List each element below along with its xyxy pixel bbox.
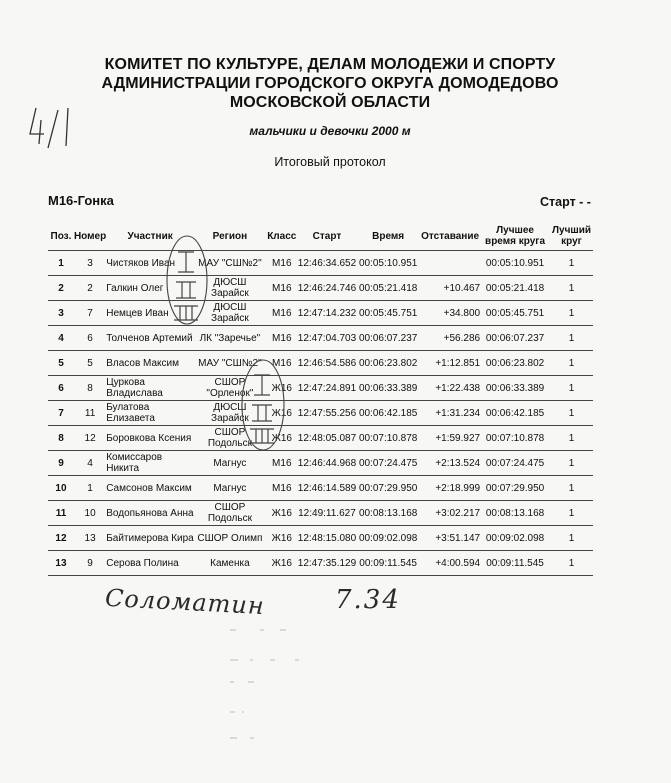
- cell-best-lap: 1: [568, 257, 575, 269]
- table-row: [48, 476, 593, 501]
- cell-best-lap: 1: [568, 282, 575, 294]
- race-start: Старт - -: [540, 195, 591, 209]
- cell-time: 00:06:23.802: [358, 357, 418, 369]
- table-header-row: [48, 222, 593, 251]
- cell-gap: +10.467: [443, 282, 481, 294]
- cell-gap: [420, 251, 480, 276]
- cell-region: Магнус: [213, 482, 247, 494]
- cell-number: 10: [84, 507, 96, 519]
- cell-region: СШОР "Орленок": [206, 377, 254, 399]
- cell-start: 12:46:34.652: [297, 257, 357, 269]
- cell-best-lap: 1: [568, 532, 575, 544]
- table-row: [48, 551, 593, 576]
- cell-participant: Толченов Артемий: [106, 332, 193, 344]
- cell-best-lap-time: 00:05:10.951: [485, 257, 545, 269]
- cell-time: 00:06:07.237: [358, 332, 418, 344]
- cell-start: 12:46:24.746: [297, 282, 357, 294]
- cell-position: 11: [55, 507, 67, 519]
- cell-position: 4: [58, 332, 64, 344]
- cell-region: ЛК "Заречье": [199, 332, 261, 344]
- cell-number: 2: [87, 282, 93, 294]
- cell-position: 2: [58, 282, 64, 294]
- cell-participant: Немцев Иван: [106, 307, 169, 319]
- cell-time: 00:09:02.098: [358, 532, 418, 544]
- cell-best-lap: 1: [568, 307, 575, 319]
- cell-number: 13: [84, 532, 96, 544]
- cell-start: 12:47:55.256: [297, 407, 357, 419]
- cell-best-lap: 1: [568, 432, 575, 444]
- cell-participant: Водопьянова Анна: [106, 507, 194, 519]
- cell-best-lap: 1: [568, 482, 575, 494]
- table-row: [48, 276, 593, 301]
- cell-best-lap-time: 00:06:07.237: [485, 332, 545, 344]
- header-line-2: АДМИНИСТРАЦИИ ГОРОДСКОГО ОКРУГА ДОМОДЕДОВО: [101, 75, 559, 92]
- table-row: [48, 376, 593, 401]
- header-line-1: КОМИТЕТ ПО КУЛЬТУРЕ, ДЕЛАМ МОЛОДЕЖИ И СПОРТУ: [104, 56, 556, 73]
- column-header: Регион: [212, 230, 248, 242]
- cell-start: 12:47:04.703: [297, 332, 357, 344]
- cell-best-lap-time: 00:09:11.545: [486, 557, 544, 569]
- cell-class: М16: [272, 457, 292, 469]
- cell-best-lap: 1: [568, 357, 575, 369]
- cell-region: СШОР Подольск: [207, 502, 252, 524]
- cell-number: 4: [87, 457, 93, 469]
- cell-gap: +4:00.594: [435, 557, 481, 569]
- cell-position: 9: [58, 457, 64, 469]
- cell-start: 12:47:14.232: [297, 307, 357, 319]
- cell-time: 00:07:24.475: [358, 457, 418, 469]
- cell-time: 00:07:29.950: [358, 482, 418, 494]
- table-row: [48, 401, 593, 426]
- cell-start: 12:46:14.589: [297, 482, 357, 494]
- cell-best-lap-time: 00:08:13.168: [485, 507, 545, 519]
- cell-number: 12: [84, 432, 96, 444]
- cell-time: 00:05:45.751: [358, 307, 418, 319]
- table-row: [48, 426, 593, 451]
- cell-class: М16: [272, 332, 292, 344]
- cell-best-lap-time: 00:06:23.802: [485, 357, 545, 369]
- cell-best-lap: 1: [568, 457, 575, 469]
- cell-number: 3: [87, 257, 93, 269]
- cell-start: 12:46:54.586: [297, 357, 357, 369]
- cell-class: Ж16: [271, 557, 292, 569]
- cell-best-lap: 1: [568, 382, 575, 394]
- table-row: [48, 326, 593, 351]
- table-row: [48, 301, 593, 326]
- cell-time: 00:06:42.185: [358, 407, 418, 419]
- cell-start: 12:47:35.129: [297, 557, 357, 569]
- cell-best-lap: 1: [568, 507, 575, 519]
- handwritten-time-note: 7.34: [335, 585, 401, 615]
- cell-class: Ж16: [271, 382, 292, 394]
- cell-number: 8: [87, 382, 93, 394]
- cell-number: 5: [87, 357, 93, 369]
- cell-region: ДЮСШ Зарайск: [211, 402, 249, 424]
- cell-best-lap-time: 00:06:42.185: [485, 407, 545, 419]
- organization-header: [60, 55, 600, 112]
- cell-participant: Комиссаров Никита: [106, 452, 163, 474]
- cell-region: ДЮСШ Зарайск: [211, 302, 249, 324]
- cell-number: 6: [87, 332, 93, 344]
- race-name: М16-Гонка: [48, 193, 114, 208]
- cell-best-lap-time: 00:07:29.950: [485, 482, 545, 494]
- cell-class: М16: [272, 357, 292, 369]
- cell-region: СШОР Олимп: [197, 532, 263, 544]
- cell-participant: Галкин Олег: [106, 282, 164, 294]
- cell-gap: +1:59.927: [435, 432, 481, 444]
- cell-class: Ж16: [271, 507, 292, 519]
- cell-position: 10: [55, 482, 67, 494]
- cell-start: 12:49:11.627: [298, 507, 356, 519]
- event-subtitle: мальчики и девочки 2000 м: [249, 124, 411, 138]
- cell-participant: Булатова Елизавета: [106, 402, 155, 424]
- cell-best-lap-time: 00:05:45.751: [485, 307, 545, 319]
- cell-position: 12: [55, 532, 67, 544]
- column-header: Поз.: [50, 230, 72, 242]
- cell-region: МАУ "СШ№2": [198, 257, 262, 269]
- cell-region: Магнус: [213, 457, 247, 469]
- table-row: [48, 501, 593, 526]
- cell-start: 12:47:24.891: [297, 382, 357, 394]
- column-header: Время: [372, 230, 405, 242]
- column-header: Класс: [267, 230, 297, 242]
- cell-position: 7: [58, 407, 64, 419]
- cell-gap: +3:51.147: [435, 532, 481, 544]
- cell-participant: Байтимерова Кира: [106, 532, 194, 544]
- column-header: Лучшее время круга: [485, 225, 546, 247]
- table-row: [48, 251, 593, 276]
- cell-position: 13: [55, 557, 67, 569]
- table-row: [48, 351, 593, 376]
- cell-region: СШОР Подольск: [207, 427, 252, 449]
- cell-class: Ж16: [271, 432, 292, 444]
- cell-class: М16: [272, 282, 292, 294]
- table-row: [48, 451, 593, 476]
- cell-class: Ж16: [271, 532, 292, 544]
- cell-best-lap-time: 00:09:02.098: [485, 532, 545, 544]
- cell-best-lap-time: 00:07:10.878: [485, 432, 545, 444]
- cell-best-lap-time: 00:07:24.475: [485, 457, 545, 469]
- cell-number: 11: [84, 407, 96, 419]
- column-header: Участник: [127, 230, 173, 242]
- table-row: [48, 526, 593, 551]
- cell-class: М16: [272, 307, 292, 319]
- cell-time: 00:05:10.951: [358, 257, 418, 269]
- cell-best-lap-time: 00:06:33.389: [485, 382, 545, 394]
- cell-region: МАУ "СШ№2": [198, 357, 262, 369]
- cell-position: 3: [58, 307, 64, 319]
- cell-gap: +34.800: [443, 307, 481, 319]
- cell-gap: +2:13.524: [435, 457, 481, 469]
- cell-time: 00:06:33.389: [358, 382, 418, 394]
- faint-show-through: [220, 620, 340, 750]
- cell-position: 5: [58, 357, 64, 369]
- cell-gap: +1:22.438: [435, 382, 481, 394]
- results-body: [48, 251, 593, 576]
- header-line-3: МОСКОВСКОЙ ОБЛАСТИ: [229, 94, 431, 111]
- column-header: Номер: [73, 230, 107, 242]
- cell-participant: Власов Максим: [106, 357, 180, 369]
- cell-best-lap: 1: [568, 407, 575, 419]
- cell-position: 1: [58, 257, 64, 269]
- cell-gap: +2:18.999: [435, 482, 481, 494]
- cell-class: М16: [272, 482, 292, 494]
- cell-gap: +1:12.851: [435, 357, 481, 369]
- cell-participant: Цуркова Владислава: [106, 377, 163, 399]
- cell-region: Каменка: [210, 557, 250, 569]
- cell-position: 8: [58, 432, 64, 444]
- cell-class: М16: [272, 257, 292, 269]
- cell-best-lap: 1: [568, 332, 575, 344]
- cell-number: 9: [87, 557, 93, 569]
- cell-number: 7: [87, 307, 93, 319]
- cell-participant: Самсонов Максим: [106, 482, 192, 494]
- cell-participant: Боровкова Ксения: [106, 432, 192, 444]
- cell-time: 00:07:10.878: [358, 432, 418, 444]
- cell-start: 12:48:05.087: [297, 432, 357, 444]
- column-header: Старт: [312, 230, 342, 242]
- cell-participant: Чистяков Иван: [106, 257, 176, 269]
- cell-time: 00:09:11.545: [359, 557, 417, 569]
- cell-time: 00:05:21.418: [358, 282, 418, 294]
- handwritten-name-note: Соломатин: [104, 583, 266, 621]
- cell-gap: +1:31.234: [435, 407, 481, 419]
- cell-time: 00:08:13.168: [358, 507, 418, 519]
- cell-best-lap-time: 00:05:21.418: [485, 282, 545, 294]
- cell-number: 1: [87, 482, 93, 494]
- cell-start: 12:46:44.968: [297, 457, 357, 469]
- protocol-title: Итоговый протокол: [274, 155, 386, 169]
- cell-position: 6: [58, 382, 64, 394]
- cell-gap: +56.286: [443, 332, 481, 344]
- cell-gap: +3:02.217: [435, 507, 481, 519]
- column-header: Лучший круг: [551, 225, 591, 247]
- results-table: [48, 222, 593, 576]
- column-header: Отставание: [421, 230, 480, 242]
- cell-participant: Серова Полина: [106, 557, 179, 569]
- cell-region: ДЮСШ Зарайск: [211, 277, 249, 299]
- cell-best-lap: 1: [568, 557, 575, 569]
- cell-class: Ж16: [271, 407, 292, 419]
- cell-start: 12:48:15.080: [297, 532, 357, 544]
